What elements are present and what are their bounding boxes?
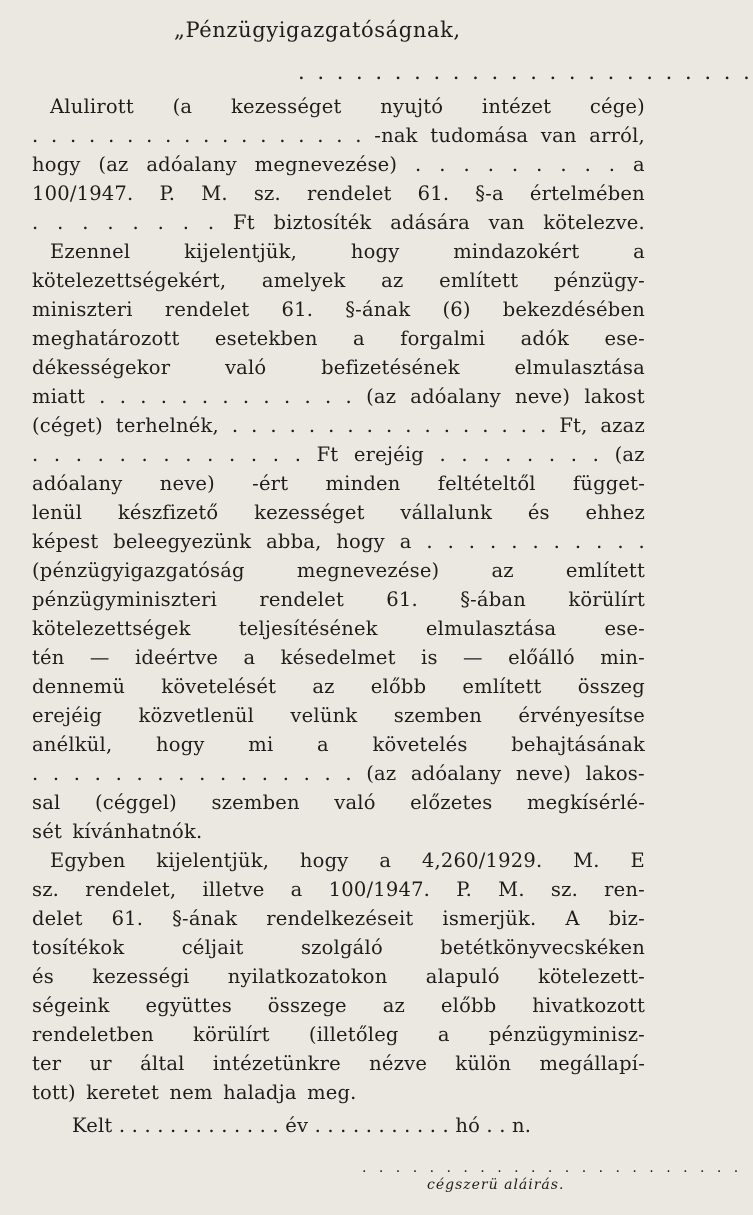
text-line: erejéig közvetlenül velünk szemben érvényesítse [32, 704, 645, 727]
text-line: sét kívánhatnók. [32, 820, 203, 843]
text-line: . . . . . . . . Ft biztosíték adására van kötelezve. [32, 211, 645, 234]
text-line: ségeink együttes összege az előbb hivatkozott [32, 994, 645, 1017]
kelt-date-line: Kelt . . . . . . . . . . . . . év . . . . . . . . . . . hó . . n. [72, 1114, 532, 1137]
text-line: sal (céggel) szemben való előzetes megkísérlé- [32, 791, 645, 814]
text-line: miatt . . . . . . . . . . . . . (az adóalany neve) lakost [32, 385, 645, 408]
text-line: és kezességi nyilatkozatokon alapuló kötelezett- [32, 965, 645, 988]
signature-dots: . . . . . . . . . . . . . . . . . . . . . . . [362, 1160, 743, 1176]
text-line: képest beleegyezünk abba, hogy a . . . . . . . . . . . [32, 530, 645, 553]
text-line: kötelezettségekért, amelyek az említett pénzügy- [32, 269, 645, 292]
heading-fill-dots: . . . . . . . . . . . . . . . . . . . . . . . . [298, 60, 753, 84]
signature-label: cégszerü aláirás. [427, 1177, 565, 1193]
text-line: . . . . . . . . . . . . . . . . . . -nak tudomása van arról, [32, 124, 645, 147]
text-line: pénzügyminiszteri rendelet 61. §-ában körülírt [32, 588, 645, 611]
text-line: meghatározott esetekben a forgalmi adók ese- [32, 327, 645, 350]
text-line: sz. rendelet, illetve a 100/1947. P. M. sz. ren- [32, 878, 645, 901]
text-line: dennemü követelését az előbb említett összeg [32, 675, 645, 698]
text-line: dékességekor való befizetésének elmulasztása [32, 356, 645, 379]
text-line: lenül készfizető kezességet vállalunk és ehhez [32, 501, 645, 524]
text-line: anélkül, hogy mi a követelés behajtásának [32, 733, 645, 756]
text-line: Alulirott (a kezességet nyujtó intézet cége) [50, 95, 645, 118]
declaration-body [32, 92, 645, 1107]
text-line: rendeletben körülírt (illetőleg a pénzügyminisz- [32, 1023, 645, 1046]
text-line: . . . . . . . . . . . . . . . . (az adóalany neve) lakos- [32, 762, 645, 785]
text-line: miniszteri rendelet 61. §-ának (6) bekezdésében [32, 298, 645, 321]
text-line: ter ur által intézetünkre nézve külön megállapí- [32, 1052, 645, 1075]
text-line: hogy (az adóalany megnevezése) . . . . . . . . . a [32, 153, 645, 176]
text-line: adóalany neve) -ért minden feltételtől függet- [32, 472, 645, 495]
text-line: kötelezettségek teljesítésének elmulasztása ese- [32, 617, 645, 640]
text-line: . . . . . . . . . . . . . Ft erejéig . . . . . . . . (az [32, 443, 645, 466]
text-line: tén — ideértve a késedelmet is — előálló min- [32, 646, 645, 669]
text-line: delet 61. §-ának rendelkezéseit ismerjük. A biz- [32, 907, 645, 930]
document-heading: „Pénzügyigazgatóságnak, [174, 18, 461, 42]
text-line: (céget) terhelnék, . . . . . . . . . . . . . . . . . Ft, azaz [32, 414, 645, 437]
text-line: Egyben kijelentjük, hogy a 4,260/1929. M. E [50, 849, 645, 872]
text-line: tott) keretet nem haladja meg. [32, 1081, 357, 1104]
text-line: (pénzügyigazgatóság megnevezése) az említett [32, 559, 645, 582]
text-line: Ezennel kijelentjük, hogy mindazokért a [50, 240, 645, 263]
text-line: tosítékok céljait szolgáló betétkönyvecskéken [32, 936, 645, 959]
text-line: 100/1947. P. M. sz. rendelet 61. §-a értelmében [32, 182, 645, 205]
